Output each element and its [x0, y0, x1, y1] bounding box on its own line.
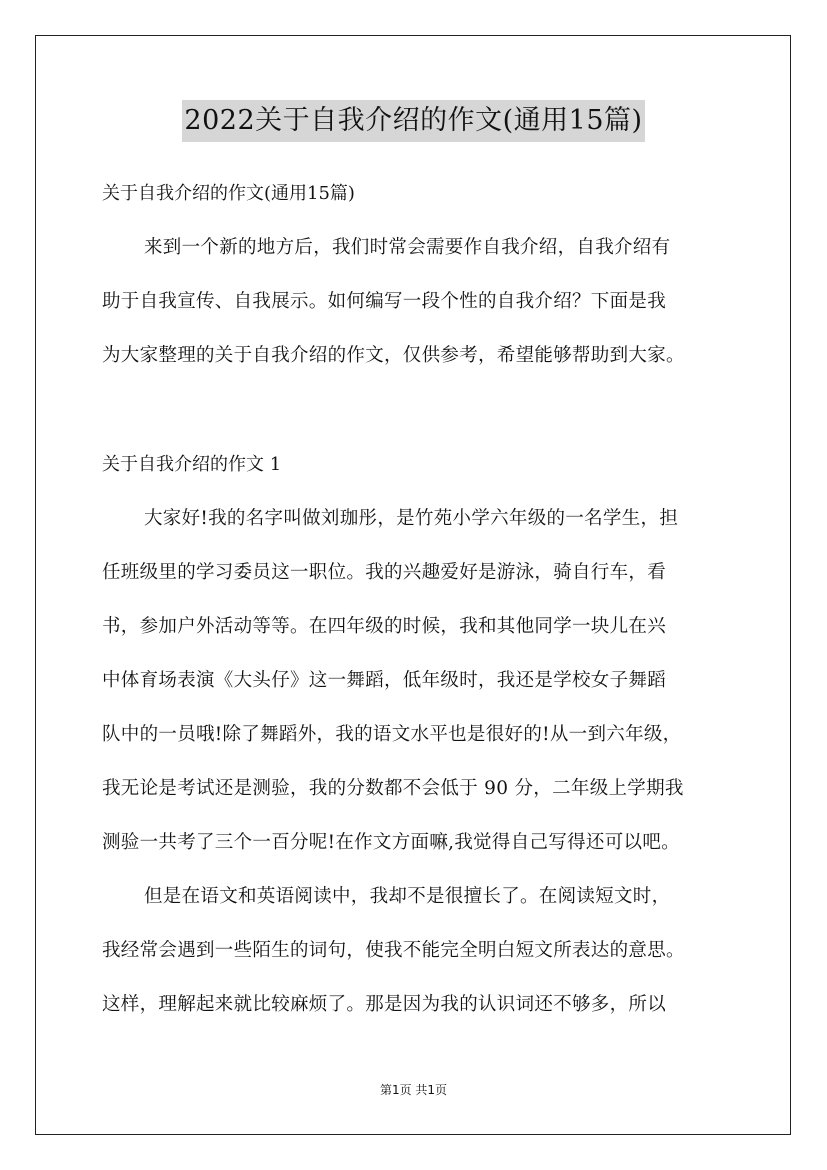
- paragraph-line: 测验一共考了三个一百分呢!在作文方面嘛,我觉得自己写得还可以吧。: [102, 832, 680, 853]
- paragraph-line: 大家好!我的名字叫做刘珈彤，是竹苑小学六年级的一名学生，担: [144, 508, 679, 529]
- subtitle: 关于自我介绍的作文(通用15篇): [102, 183, 355, 204]
- page-title: 2022关于自我介绍的作文(通用15篇): [182, 100, 644, 142]
- intro-line: 助于自我宣传、自我展示。如何编写一段个性的自我介绍？下面是我: [102, 291, 667, 312]
- intro-line: 为大家整理的关于自我介绍的作文，仅供参考，希望能够帮助到大家。: [102, 345, 685, 366]
- paragraph-line: 书，参加户外活动等等。在四年级的时候，我和其他同学一块儿在兴: [102, 616, 667, 637]
- title-container: [0, 100, 827, 142]
- paragraph-line: 我经常会遇到一些陌生的词句，使我不能完全明白短文所表达的意思。: [102, 940, 685, 961]
- intro-line: 来到一个新的地方后，我们时常会需要作自我介绍，自我介绍有: [144, 237, 671, 258]
- paragraph-line: 这样，理解起来就比较麻烦了。那是因为我的认识词还不够多，所以: [102, 994, 667, 1015]
- paragraph-line: 中体育场表演《大头仔》这一舞蹈，低年级时，我还是学校女子舞蹈: [102, 670, 667, 691]
- paragraph-line: 队中的一员哦!除了舞蹈外，我的语文水平也是很好的!从一到六年级，: [102, 724, 682, 745]
- paragraph-line: 任班级里的学习委员这一职位。我的兴趣爱好是游泳，骑自行车，看: [102, 562, 667, 583]
- page-footer: 第1页 共1页: [379, 1083, 448, 1097]
- paragraph-line: 但是在语文和英语阅读中，我却不是很擅长了。在阅读短文时，: [144, 886, 671, 907]
- section-heading: 关于自我介绍的作文 1: [102, 454, 282, 475]
- paragraph-line: 我无论是考试还是测验，我的分数都不会低于 90 分，二年级上学期我: [102, 778, 684, 799]
